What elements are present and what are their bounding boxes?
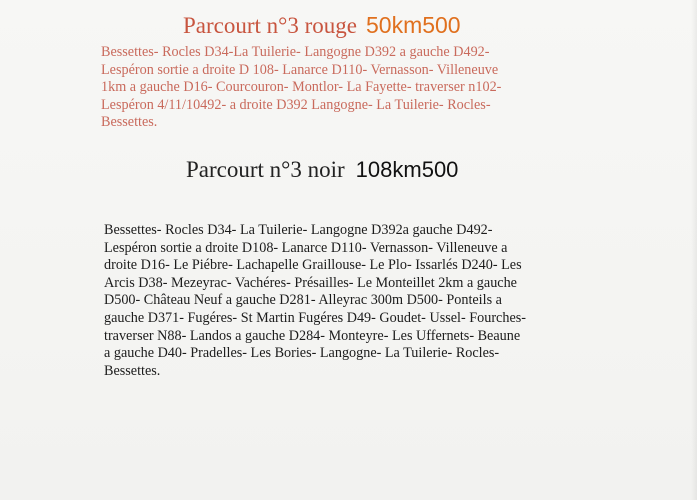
route-black-line: Bessettes- Rocles D34- La Tuilerie- Langogne D392a gauche D492-: [104, 222, 493, 238]
route-red-line: Lespéron 4/11/10492- a droite D392 Langogne- La Tuilerie- Rocles-: [101, 96, 491, 113]
route-red-line: Bessettes.: [101, 114, 158, 131]
route-black-line: a gauche D40- Pradelles- Les Bories- Langogne- La Tuilerie- Rocles-: [104, 345, 500, 362]
route-black-title: Parcourt n°3 noir: [186, 157, 345, 182]
route-red-line: Lespéron sortie a droite D 108- Lanarce D110- Vernasson- Villeneuve: [101, 61, 499, 78]
route-red-description: [101, 44, 501, 132]
route-red-line: 1km a gauche D16- Courcouron- Montlor- La Fayette- traverser n102-: [101, 79, 502, 96]
route-red-title: Parcourt n°3 rouge: [183, 13, 357, 38]
page-edge-shadow: [691, 0, 697, 500]
route-black-line: gauche D371- Fugéres- St Martin Fugéres D49- Goudet- Ussel- Fourches-: [104, 309, 526, 326]
route-red-heading: [183, 12, 461, 39]
route-black-line: droite D16- Le Piébre- Lachapelle Graillouse- Le Plo- Issarlés D240- Les: [104, 257, 522, 274]
route-black-line: traverser N88- Landos a gauche D284- Monteyre- Les Uffernets- Beaune: [104, 327, 521, 344]
route-black-distance: 108km500: [355, 157, 459, 182]
route-black-line: Bessettes.: [104, 362, 161, 379]
route-black-heading: [186, 157, 458, 183]
route-black-line: Arcis D38- Mezeyrac- Vachéres- Présailles- Le Monteillet 2km a gauche: [104, 274, 517, 291]
route-black-line: Lespéron sortie a droite D108- Lanarce D110- Vernasson- Villeneuve a: [104, 239, 508, 256]
route-black-line: D500- Château Neuf a gauche D281- Alleyrac 300m D500- Ponteils a: [104, 292, 502, 309]
route-red-line: Bessettes- Rocles D34-La Tuilerie- Langogne D392 a gauche D492-: [101, 44, 490, 60]
route-red-distance: 50km500: [365, 12, 461, 38]
route-black-description: [104, 222, 526, 380]
